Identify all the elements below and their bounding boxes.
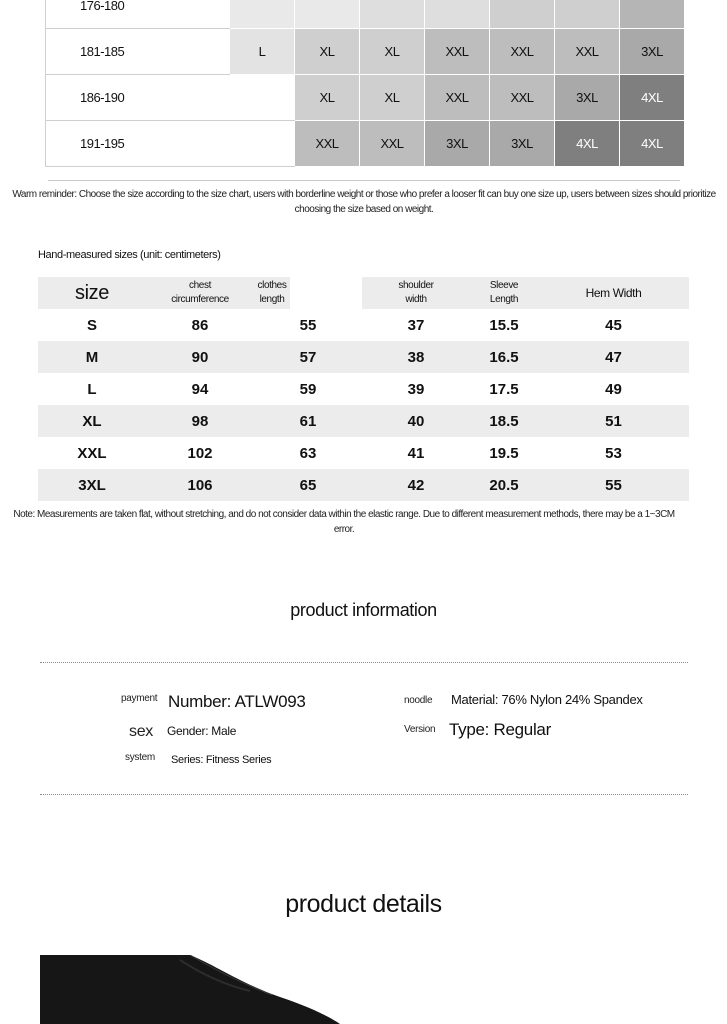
measurement-cell-hem-width: 49 <box>605 380 622 398</box>
measurement-cell-clothes-length: 63 <box>299 444 317 462</box>
version-label: Version <box>404 724 436 735</box>
type: Type: Regular <box>449 720 551 739</box>
material: Material: 76% Nylon 24% Spandex <box>451 692 643 707</box>
size-chart-cell: XXL <box>555 29 620 75</box>
size-chart-cell: XXL <box>490 75 555 121</box>
measurement-cell-hem-width: 45 <box>605 316 622 334</box>
noodle-label: noodle <box>404 695 433 706</box>
size-chart-cell: XXL <box>425 29 490 75</box>
size-chart-cell: XL <box>295 29 360 75</box>
header-chest-line2: circumference <box>171 294 229 305</box>
size-chart-cell <box>230 75 295 121</box>
measurement-cell-size: M <box>38 341 146 373</box>
size-chart-cell <box>360 0 425 29</box>
size-chart-row <box>46 121 685 167</box>
header-shoulder <box>362 277 470 309</box>
size-chart-cell <box>555 0 620 29</box>
size-chart-row <box>46 0 685 29</box>
measurement-cell-sleeve-length: 18.5 <box>470 405 538 437</box>
measurement-cell-sleeve-length: 19.5 <box>489 444 519 462</box>
measurement-cell-clothes-length: 61 <box>254 405 362 437</box>
size-chart-row <box>46 75 685 121</box>
payment-label: payment <box>121 693 158 704</box>
size-chart-cell: XXL <box>360 121 425 167</box>
header-sleeve <box>470 277 538 309</box>
size-chart-row <box>46 29 685 75</box>
measurement-cell-sleeve-length: 17.5 <box>489 380 519 398</box>
height-range-cell: 181-185 <box>46 29 230 75</box>
size-chart-cell <box>490 0 555 29</box>
product-photo <box>40 955 360 1024</box>
size-chart-cell <box>230 121 295 167</box>
measurement-cell-chest: 86 <box>191 316 209 334</box>
header-hem-width: Hem Width <box>538 277 689 309</box>
measurement-cell-shoulder: 37 <box>407 316 425 334</box>
header-clothes <box>254 277 290 309</box>
size-chart-cell: XL <box>360 29 425 75</box>
header-clothes-line2: length <box>259 294 285 305</box>
height-weight-size-chart <box>45 0 685 167</box>
size-chart-cell: XXL <box>425 75 490 121</box>
measurement-cell-sleeve-length: 16.5 <box>470 341 538 373</box>
measurement-cell-size: 3XL <box>38 469 146 501</box>
measurement-cell-shoulder: 39 <box>407 380 425 398</box>
measurement-note: Note: Measurements are taken flat, without stretching, and do not consider data within the elastic range. Due to different measurement methods, there may be a 1~3CM error. <box>13 509 675 535</box>
measurement-cell-shoulder: 40 <box>362 405 470 437</box>
measurement-row <box>38 341 689 373</box>
header-chest-line1: chest <box>189 280 211 291</box>
divider <box>48 180 680 181</box>
measurement-cell-shoulder: 42 <box>362 469 470 501</box>
size-chart-cell: XL <box>295 75 360 121</box>
height-range-cell: 176-180 <box>46 0 230 29</box>
product-details-title: product details <box>285 890 442 918</box>
measurement-cell-sleeve-length: 20.5 <box>470 469 538 501</box>
series: Series: Fitness Series <box>171 754 272 766</box>
header-clothes-line1: clothes <box>257 280 287 291</box>
measurement-cell-sleeve-length: 15.5 <box>489 316 519 334</box>
measurement-cell-size: XXL <box>77 444 107 462</box>
measurement-cell-clothes-length: 65 <box>254 469 362 501</box>
measurement-cell-clothes-length: 55 <box>299 316 317 334</box>
measurement-cell-hem-width: 47 <box>538 341 689 373</box>
header-chest <box>146 277 254 309</box>
measurement-cell-chest: 106 <box>146 469 254 501</box>
height-range-cell: 186-190 <box>46 75 230 121</box>
size-chart-cell: 3XL <box>620 29 685 75</box>
measurement-cell-shoulder: 38 <box>362 341 470 373</box>
measurement-cell-size: XL <box>38 405 146 437</box>
size-chart-cell: XXL <box>295 121 360 167</box>
size-chart-cell: 3XL <box>555 75 620 121</box>
measurement-cell-shoulder: 41 <box>407 444 425 462</box>
measurement-cell-chest: 98 <box>146 405 254 437</box>
header-gap <box>290 277 362 309</box>
size-chart-cell: 4XL <box>620 121 685 167</box>
product-number: Number: ATLW093 <box>168 692 306 711</box>
measurement-cell-chest: 90 <box>146 341 254 373</box>
measurement-row <box>38 437 689 469</box>
header-shoulder-line1: shoulder <box>398 280 434 291</box>
measurement-row <box>38 373 689 405</box>
measurement-cell-chest: 94 <box>191 380 209 398</box>
size-chart-cell <box>295 0 360 29</box>
header-size: size <box>38 277 146 309</box>
measurement-cell-hem-width: 51 <box>538 405 689 437</box>
measurement-cell-clothes-length: 59 <box>299 380 317 398</box>
measurement-cell-hem-width: 53 <box>605 444 622 462</box>
measurement-cell-size: L <box>87 380 97 398</box>
measurement-cell-size: S <box>86 316 97 334</box>
measurement-row <box>38 469 689 501</box>
size-chart-cell <box>230 0 295 29</box>
measurement-cell-hem-width: 55 <box>538 469 689 501</box>
size-chart-cell: XXL <box>490 29 555 75</box>
gender: Gender: Male <box>167 724 237 738</box>
measurement-header-row <box>38 277 689 309</box>
dotted-divider-top <box>40 662 688 663</box>
measurement-table-title: Hand-measured sizes (unit: centimeters) <box>38 249 221 261</box>
measurement-row <box>38 405 689 437</box>
system-label: system <box>125 752 155 763</box>
size-chart-cell <box>620 0 685 29</box>
height-range-cell: 191-195 <box>46 121 230 167</box>
size-chart-cell: XL <box>360 75 425 121</box>
size-chart-cell: L <box>230 29 295 75</box>
measurement-cell-clothes-length: 57 <box>254 341 362 373</box>
size-chart-cell: 4XL <box>555 121 620 167</box>
measurement-row <box>38 309 689 341</box>
header-sleeve-line2: Length <box>489 294 519 305</box>
measurement-table <box>38 277 689 501</box>
sex-label: sex <box>129 723 153 740</box>
dotted-divider-bottom <box>40 794 688 795</box>
measurement-cell-chest: 102 <box>187 444 213 462</box>
warm-reminder: Warm reminder: Choose the size according to the size chart, users with borderline weight or those who prefer a looser fit can buy one size up, users between sizes should prioritize choosing the size based on weight. <box>12 189 716 215</box>
size-chart-cell: 3XL <box>490 121 555 167</box>
product-information-title: product information <box>290 600 437 620</box>
size-chart-cell <box>425 0 490 29</box>
header-sleeve-line1: Sleeve <box>489 280 519 291</box>
header-shoulder-line2: width <box>405 294 427 305</box>
size-chart-cell: 3XL <box>425 121 490 167</box>
size-chart-cell: 4XL <box>620 75 685 121</box>
